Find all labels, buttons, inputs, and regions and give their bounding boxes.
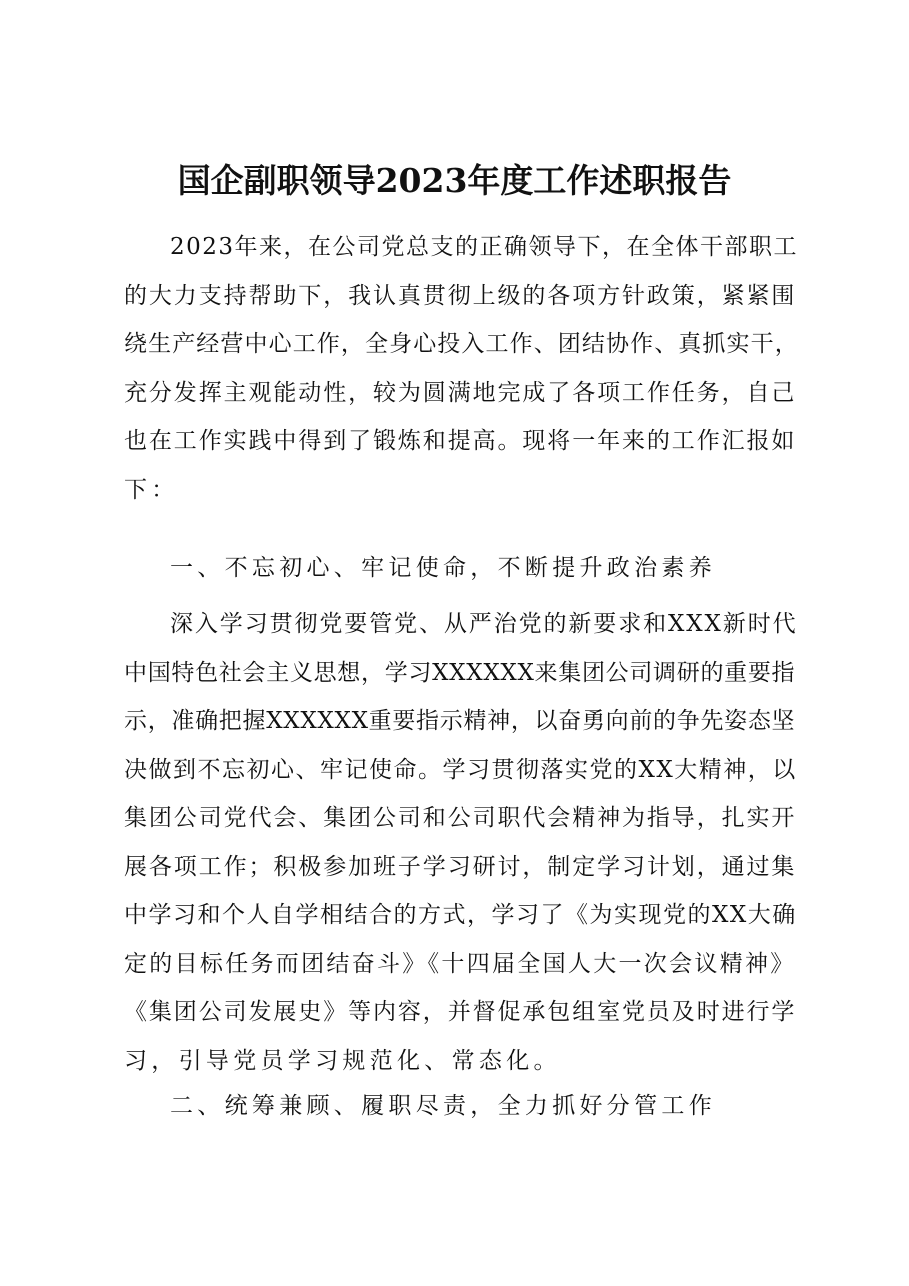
paragraph-line: 下：: [124, 476, 179, 503]
paragraph-line: 绕生产经营中心工作，全身心投入工作、团结协作、真抓实干，: [124, 331, 799, 357]
intro-paragraph: [124, 223, 800, 514]
paragraph-line: 的大力支持帮助下，我认真贯彻上级的各项方针政策，紧紧围: [124, 282, 797, 309]
paragraph-line: 充分发挥主观能动性，较为圆满地完成了各项工作任务，自己: [124, 379, 797, 406]
paragraph-line: 《集团公司发展史》等内容，并督促承包组室党员及时进行学: [124, 999, 797, 1025]
paragraph-line: 2023年来，在公司党总支的正确领导下，在全体干部职工: [170, 234, 799, 260]
paragraph-line: 定的目标任务而团结奋斗》《十四届全国人大一次会议精神》: [124, 950, 796, 977]
paragraph-line: 示，准确把握XXXXXX重要指示精神，以奋勇向前的争先姿态坚: [124, 708, 796, 734]
document-title: 国企副职领导2023年度工作述职报告: [177, 161, 732, 200]
paragraph-line: 中国特色社会主义思想，学习XXXXXX来集团公司调研的重要指: [124, 659, 796, 686]
paragraph-line: 也在工作实践中得到了锻炼和提高。现将一年来的工作汇报如: [124, 428, 797, 454]
paragraph-line: 集团公司党代会、集团公司和公司职代会精神为指导，扎实开: [124, 805, 797, 831]
section-heading-2: [124, 1082, 800, 1131]
paragraph-line: 展各项工作；积极参加班子学习研讨，制定学习计划，通过集: [124, 853, 797, 880]
paragraph-line: 决做到不忘初心、牢记使命。学习贯彻落实党的XX大精神，以: [124, 756, 797, 783]
section-heading-text: 一、不忘初心、牢记使命，不断提升政治素养: [170, 555, 716, 581]
paragraph-line: 中学习和个人自学相结合的方式，学习了《为实现党的XX大确: [124, 902, 797, 928]
section-heading-1: [124, 544, 800, 593]
section-heading-text: 二、统筹兼顾、履职尽责，全力抓好分管工作: [170, 1093, 716, 1119]
paragraph-line: 深入学习贯彻党要管党、从严治党的新要求和XXX新时代: [170, 611, 798, 637]
section-1-paragraph: [124, 600, 800, 1085]
paragraph-line: 习，引导党员学习规范化、常态化。: [124, 1047, 561, 1074]
